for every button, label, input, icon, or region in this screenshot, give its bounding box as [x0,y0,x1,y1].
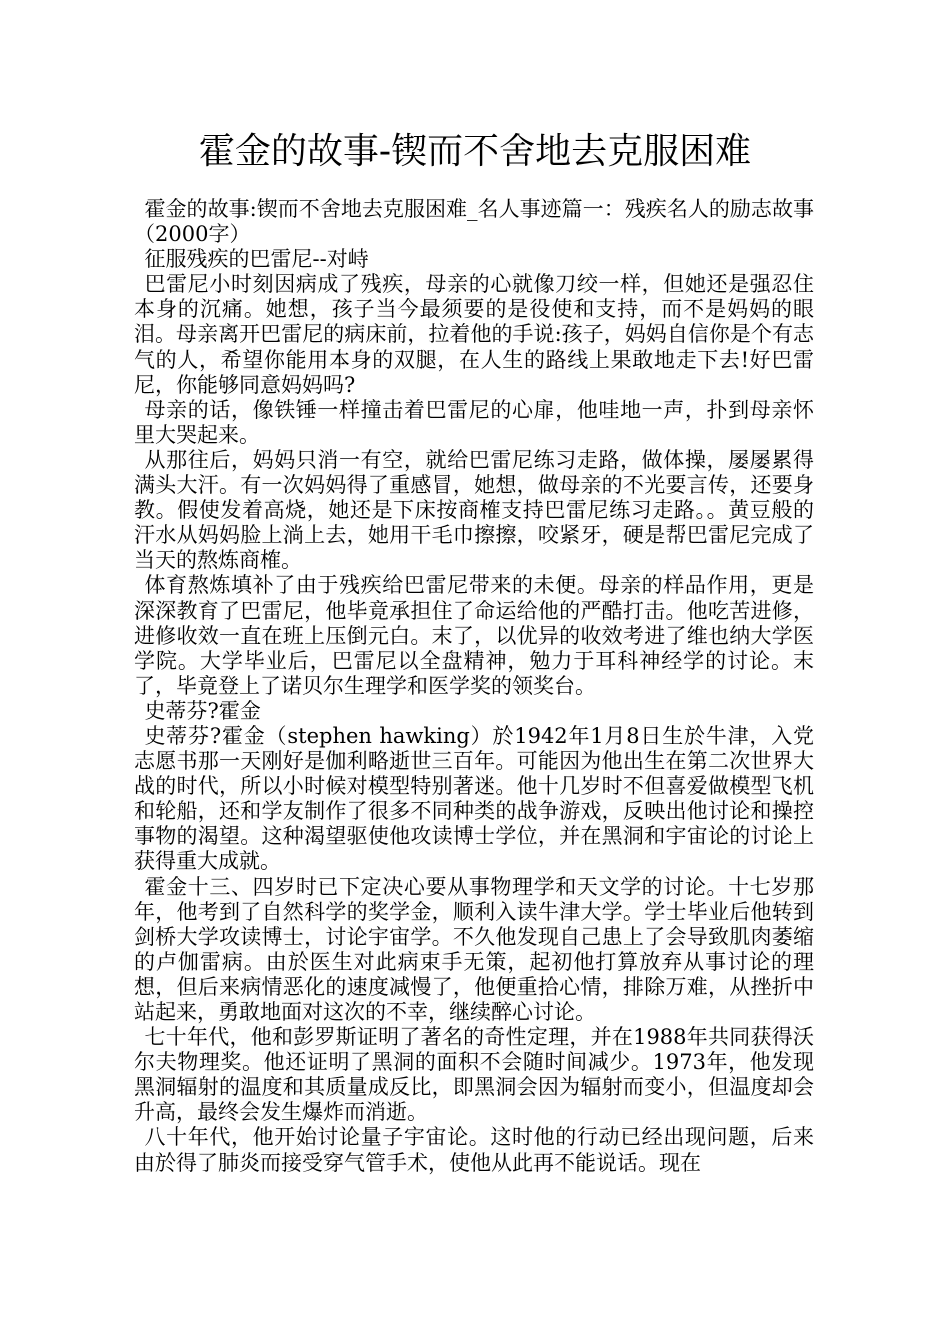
paragraph: 母亲的话，像铁锤一样撞击着巴雷尼的心扉，他哇地一声，扑到母亲怀里大哭起来。 [134,397,814,447]
paragraph: 从那往后，妈妈只消一有空，就给巴雷尼练习走路，做体操，屡屡累得满头大汗。有一次妈妈得了重感冒，她想，做母亲的不光要言传，还要身教。假使发着高烧，她还是下床按商榷支持巴雷尼练习走路。。黄豆般的汗水从妈妈脸上淌上去，她用干毛巾擦擦，咬紧牙，硬是帮巴雷尼完成了当天的熬炼商榷。 [134,447,814,573]
paragraph: 八十年代，他开始讨论量子宇宙论。这时他的行动已经出现问题，后来由於得了肺炎而接受穿气管手术，使他从此再不能说话。现在 [134,1125,814,1175]
paragraph: 史蒂芬?霍金（stephen hawking）於1942年1月8日生於牛津，入党志愿书那一天刚好是伽利略逝世三百年。可能因为他出生在第二次世界大战的时代，所以小时候对模型特别著迷。他十几岁时不但喜爱做模型飞机和轮船，还和学友制作了很多不同种类的战争游戏，反映出他讨论和操控事物的渴望。这种渴望驱使他攻读博士学位，并在黑洞和宇宙论的讨论上获得重大成就。 [134,723,814,874]
document-body [134,197,814,1176]
paragraph: 巴雷尼小时刻因病成了残疾，母亲的心就像刀绞一样，但她还是强忍住本身的沉痛。她想，孩子当今最须要的是役使和支持，而不是妈妈的眼泪。母亲离开巴雷尼的病床前，拉着他的手说:孩子，妈妈自信你是个有志气的人，希望你能用本身的双腿，在人生的路线上果敢地走下去!好巴雷尼，你能够同意妈妈吗? [134,272,814,397]
paragraph-intro: 霍金的故事:锲而不舍地去克服困难_名人事迹篇一：残疾名人的励志故事（2000字） [134,197,814,247]
paragraph: 七十年代，他和彭罗斯证明了著名的奇性定理，并在1988年共同获得沃尔夫物理奖。他还证明了黑洞的面积不会随时间减少。1973年，他发现黑洞辐射的温度和其质量成反比，即黑洞会因为辐射而变小，但温度却会升高，最终会发生爆炸而消逝。 [134,1025,814,1125]
paragraph: 体育熬炼填补了由于残疾给巴雷尼带来的未便。母亲的样品作用，更是深深教育了巴雷尼，他毕竟承担住了命运给他的严酷打击。他吃苦进修，进修收效一直在班上压倒元白。末了，以优异的收效考进了维也纳大学医学院。大学毕业后，巴雷尼以全盘精神，勉力于耳科神经学的讨论。末了，毕竟登上了诺贝尔生理学和医学奖的领奖台。 [134,573,814,698]
document-title: 霍金的故事-锲而不舍地去克服困难 [198,131,752,172]
section-heading-barany: 征服残疾的巴雷尼--对峙 [144,247,369,272]
section-heading-hawking: 史蒂芬?霍金 [144,698,261,723]
paragraph: 霍金十三、四岁时已下定决心要从事物理学和天文学的讨论。十七岁那年，他考到了自然科学的奖学金，顺利入读牛津大学。学士毕业后他转到剑桥大学攻读博士，讨论宇宙学。不久他发现自己患上了会导致肌肉萎缩的卢伽雷病。由於医生对此病束手无策，起初他打算放弃从事讨论的理想，但后来病情恶化的速度减慢了，他便重拾心情，排除万难，从挫折中站起来，勇敢地面对这次的不幸，继续醉心讨论。 [134,874,814,1024]
